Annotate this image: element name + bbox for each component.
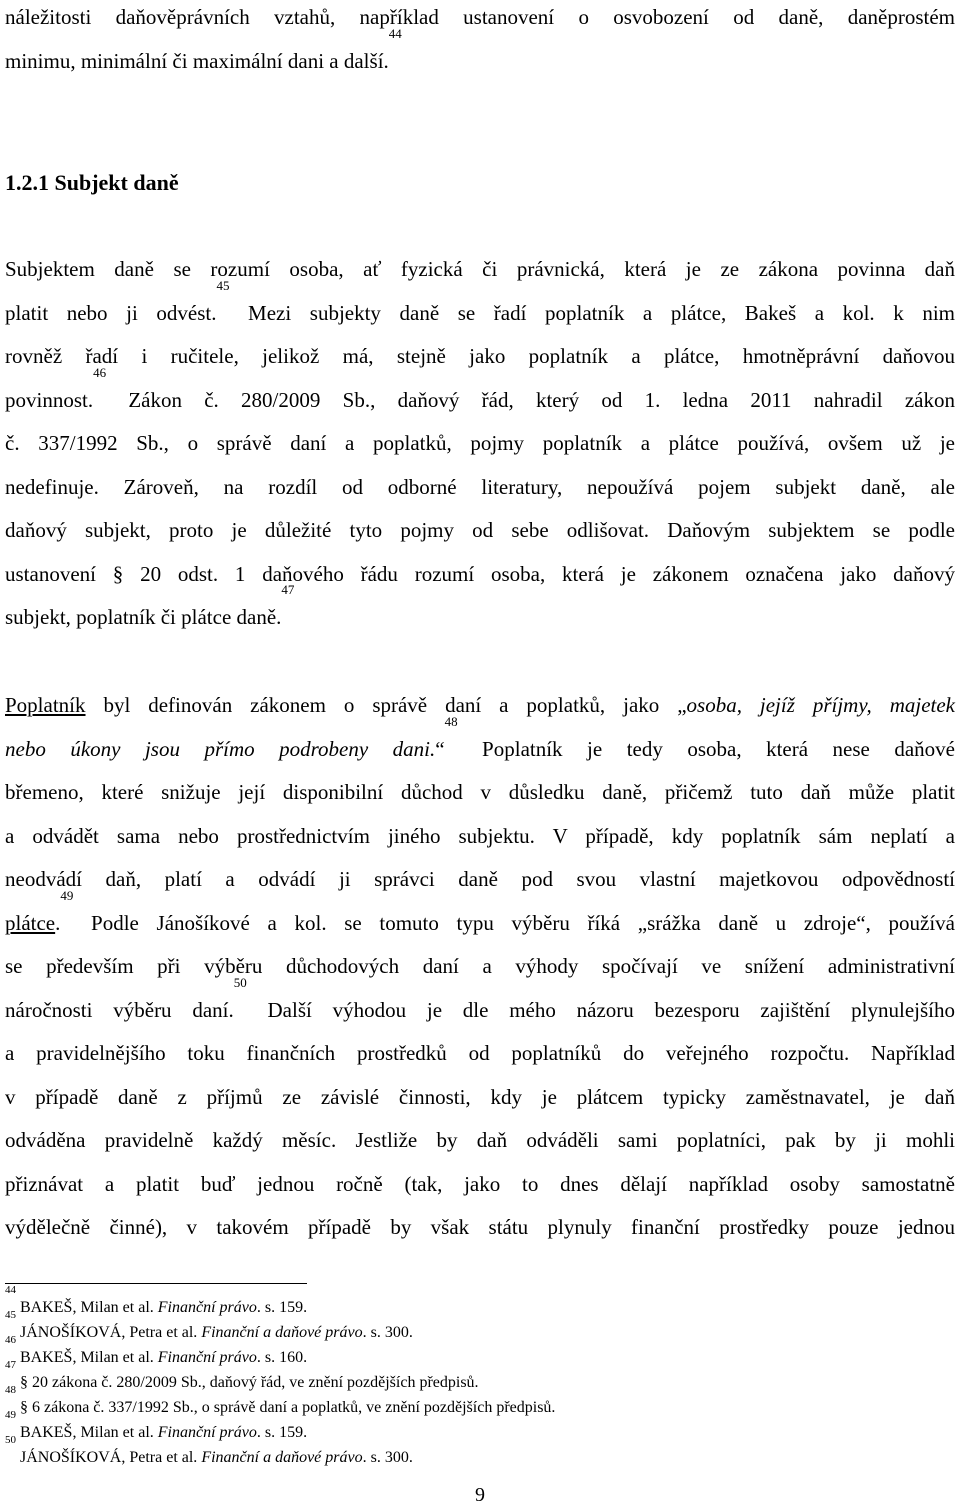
footnote-ref[interactable]: 48 bbox=[444, 713, 458, 729]
text-span: náročnosti výběru daní. bbox=[5, 997, 234, 1022]
footnote-ref[interactable]: 47 bbox=[281, 582, 295, 597]
text-line: odváděna pravidelně každý měsíc. Jestliže by daň odváděli sami poplatníci, pak by ji mohli bbox=[5, 1128, 955, 1152]
footnote-text: . s. 159. bbox=[256, 1299, 308, 1316]
text-line: neodvádí daň, platí a odvádí ji správci daně pod svou vlastní majetkovou odpovědností bbox=[5, 867, 955, 891]
text-line bbox=[5, 364, 955, 423]
text-span: Zákon č. 280/2009 Sb., daňový řád, který od 1. ledna 2011 nahradil zákon bbox=[106, 387, 955, 412]
quote-italic: nebo úkony jsou přímo podrobeny dani. bbox=[5, 736, 436, 761]
footnote-number: 48 bbox=[5, 1384, 16, 1396]
footnote-text: . s. 300. bbox=[362, 1324, 413, 1341]
text-line: č. 337/1992 Sb., o správě daní a poplatků, pojmy poplatník a plátce používá, ovšem už je bbox=[5, 431, 955, 455]
text-line: Subjektem daně se rozumí osoba, ať fyzická či právnická, která je ze zákona povinna daň bbox=[5, 257, 955, 281]
footnote-item bbox=[5, 1409, 555, 1445]
footnote-text: § 6 zákona č. 337/1992 Sb., o správě daní a poplatků, ve znění pozdějších předpisů. bbox=[16, 1399, 556, 1416]
intro-paragraph bbox=[5, 0, 955, 83]
footnote-title: Finanční a daňové právo bbox=[201, 1324, 363, 1341]
footnote-item bbox=[5, 1284, 555, 1320]
footnote-text: . s. 160. bbox=[256, 1349, 308, 1366]
text-line: přiznávat a platit buď jednou ročně (tak, jako to dnes dělají například osoby samostatně bbox=[5, 1171, 955, 1196]
text-span: Poplatník je tedy osoba, která nese daňové bbox=[457, 736, 955, 761]
text-span: Další výhodou je dle mého názoru bezesporu zajištění plynulejšího bbox=[246, 997, 955, 1022]
text-line: nedefinuje. Zároveň, na rozdíl od odborné literatury, nepoužívá pojem subjekt daně, ale bbox=[5, 474, 955, 499]
footnote-title: Finanční právo bbox=[157, 1349, 257, 1366]
footnote-text: § 20 zákona č. 280/2009 Sb., daňový řád, ve znění pozdějších předpisů. bbox=[16, 1374, 479, 1391]
footnote-ref[interactable]: 45 bbox=[216, 277, 230, 293]
text-line: se především při výběru důchodových daní a výhody spočívají ve snížení administrativní bbox=[5, 954, 955, 978]
footnote-item bbox=[5, 1309, 555, 1345]
quote-italic: osoba, jejíž příjmy, majetek bbox=[686, 693, 955, 717]
term-platce: plátce bbox=[5, 910, 56, 935]
footnote-ref[interactable]: 46 bbox=[93, 364, 107, 380]
text-line bbox=[5, 582, 955, 640]
footnote-text: JÁNOŠÍKOVÁ, Petra et al. bbox=[16, 1324, 202, 1341]
text-span: minimu, minimální či maximální dani a další. bbox=[5, 48, 389, 73]
text-span: Podle Jánošíkové a kol. se tomuto typu výběru říká „srážka daně u zdroje“, používá bbox=[73, 910, 955, 935]
footnote-text: BAKEŠ, Milan et al. bbox=[16, 1424, 158, 1441]
footnote-text: JÁNOŠÍKOVÁ, Petra et al. bbox=[16, 1449, 202, 1466]
footnote-title: Finanční právo bbox=[157, 1299, 257, 1316]
text-line: daňový subjekt, proto je důležité tyto pojmy od sebe odlišovat. Daňovým subjektem se podle bbox=[5, 518, 955, 542]
footnote-item bbox=[5, 1334, 555, 1370]
text-line bbox=[5, 25, 955, 84]
page-number: 9 bbox=[475, 1484, 485, 1506]
footnote-number: 47 bbox=[5, 1359, 16, 1371]
footnote-text: . s. 159. bbox=[256, 1424, 308, 1441]
text-line: výdělečně činné), v takovém případě by však státu plynuly finanční prostředky pouze jednou bbox=[5, 1215, 955, 1239]
footnote-text: BAKEŠ, Milan et al. bbox=[16, 1349, 158, 1366]
footnotes bbox=[5, 1284, 556, 1470]
text-line bbox=[5, 684, 955, 728]
text-span: byl definován zákonem o správě daní a poplatků, jako „ bbox=[85, 693, 687, 717]
text-span: Mezi subjekty daně se řadí poplatník a plátce, Bakeš a kol. k nim bbox=[229, 300, 955, 325]
footnote-text: . s. 300. bbox=[362, 1449, 413, 1466]
paragraph-subjekt bbox=[5, 248, 955, 640]
text-span: povinnost. bbox=[5, 387, 94, 412]
text-line bbox=[5, 277, 955, 336]
text-span: “ bbox=[435, 736, 445, 761]
text-span: . bbox=[55, 910, 61, 935]
text-line bbox=[5, 974, 955, 1033]
footnote-number: 46 bbox=[5, 1334, 16, 1346]
text-line: ustanovení § 20 odst. 1 daňového řádu rozumí osoba, která je zákonem označena jako daňový bbox=[5, 561, 955, 586]
footnote-text: BAKEŠ, Milan et al. bbox=[16, 1299, 158, 1316]
paragraph-poplatnik bbox=[5, 684, 955, 1250]
text-line: v případě daně z příjmů ze závislé činnosti, kdy je plátcem typicky zaměstnavatel, je daň bbox=[5, 1084, 955, 1109]
footnote-separator bbox=[5, 1283, 307, 1284]
text-line bbox=[5, 887, 955, 946]
text-line: rovněž řadí i ručitele, jelikož má, stejně jako poplatník a plátce, hmotněprávní daňovou bbox=[5, 344, 955, 368]
text-line bbox=[5, 713, 955, 772]
footnote-ref[interactable]: 44 bbox=[388, 25, 402, 41]
footnote-number: 49 bbox=[5, 1409, 16, 1421]
text-line: a pravidelnějšího toku finančních prostředků od poplatníků do veřejného rozpočtu. Například bbox=[5, 1041, 955, 1065]
term-poplatnik: Poplatník bbox=[5, 693, 86, 717]
footnote-item bbox=[5, 1384, 556, 1420]
footnote-number: 45 bbox=[5, 1309, 16, 1321]
footnote-ref[interactable]: 49 bbox=[60, 887, 74, 903]
footnote-number: 50 bbox=[5, 1434, 16, 1446]
text-line: břemeno, které snižuje její disponibilní důchod v důsledku daně, přičemž tuto daň může platit bbox=[5, 780, 955, 804]
text-span: platit nebo ji odvést. bbox=[5, 300, 217, 325]
footnote-item bbox=[5, 1434, 555, 1470]
text-line: a odvádět sama nebo prostřednictvím jiného subjektu. V případě, kdy poplatník sám neplatí a bbox=[5, 823, 955, 848]
text-line: náležitosti daňověprávních vztahů, například ustanovení o osvobození od daně, daněprostém bbox=[5, 5, 955, 29]
footnote-item bbox=[5, 1359, 555, 1395]
section-heading: 1.2.1 Subjekt daně bbox=[5, 170, 179, 195]
footnote-ref[interactable]: 50 bbox=[233, 974, 247, 990]
footnote-number: 44 bbox=[5, 1284, 16, 1296]
footnote-title: Finanční a daňové právo bbox=[201, 1449, 363, 1466]
text-span: subjekt, poplatník či plátce daně. bbox=[5, 605, 282, 629]
footnote-title: Finanční právo bbox=[157, 1424, 257, 1441]
